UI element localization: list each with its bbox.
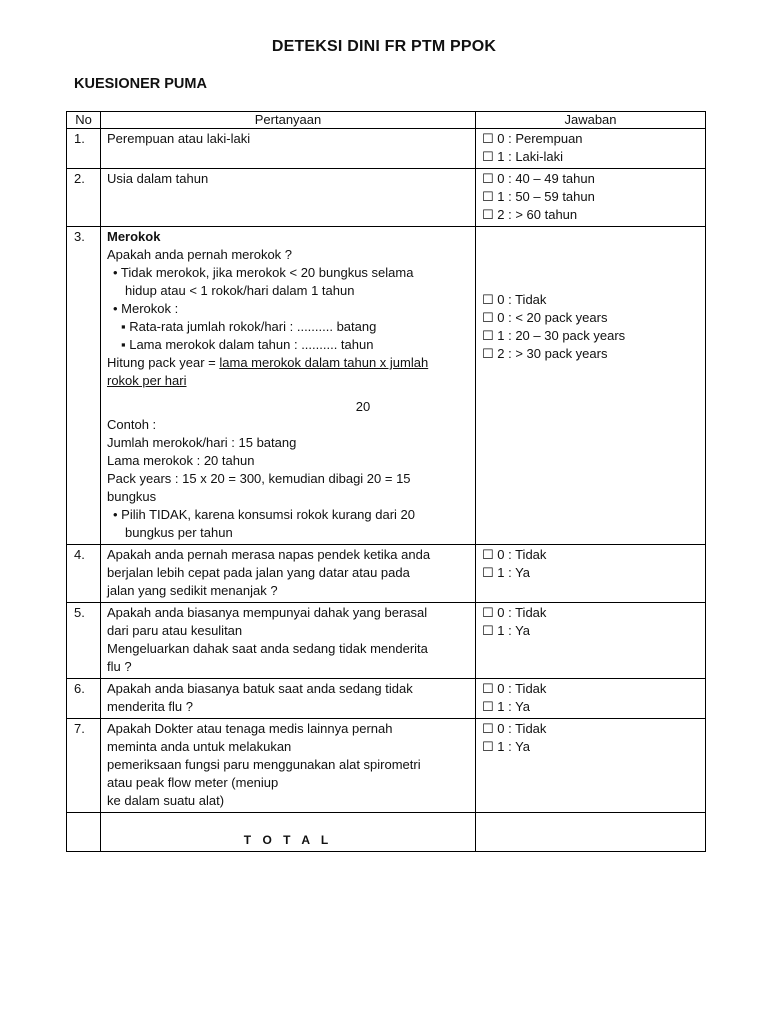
answer-options xyxy=(476,719,706,813)
sub-bullet-item: ▪ Lama merokok dalam tahun : .......... tahun xyxy=(121,337,374,352)
answer-option[interactable]: ☐ 1 : Ya xyxy=(482,623,531,638)
answer-option[interactable]: ☐ 1 : Ya xyxy=(482,699,531,714)
row-number: 6. xyxy=(67,679,101,719)
questionnaire-table xyxy=(66,111,706,852)
answer-option[interactable]: ☐ 0 : Tidak xyxy=(482,721,547,736)
question-line: Apakah anda biasanya mempunyai dahak yang berasal xyxy=(107,605,428,620)
total-label: T O T A L xyxy=(101,813,476,852)
question-line: menderita flu ? xyxy=(107,699,193,714)
answer-options xyxy=(476,227,706,545)
question-line: bungkus xyxy=(107,489,157,504)
question-line: Apakah anda pernah merasa napas pendek ketika anda xyxy=(107,547,431,562)
answer-option[interactable]: ☐ 0 : 40 – 49 tahun xyxy=(482,171,595,186)
sub-bullet-item: ▪ Rata-rata jumlah rokok/hari : .......... batang xyxy=(121,319,377,334)
formula-numerator-cont: rokok per hari xyxy=(107,373,187,388)
answer-options xyxy=(476,679,706,719)
question-text: Perempuan atau laki-laki xyxy=(101,129,476,169)
table-row xyxy=(67,603,706,679)
answer-option[interactable]: ☐ 1 : 50 – 59 tahun xyxy=(482,189,595,204)
answer-option[interactable]: ☐ 0 : Tidak xyxy=(482,681,547,696)
header-answer: Jawaban xyxy=(476,112,706,129)
answer-option[interactable]: ☐ 0 : Tidak xyxy=(482,605,547,620)
answer-options xyxy=(476,603,706,679)
table-row xyxy=(67,227,706,545)
answer-option[interactable]: ☐ 2 : > 60 tahun xyxy=(482,207,578,222)
row-number: 7. xyxy=(67,719,101,813)
row-number: 2. xyxy=(67,169,101,227)
row-number: 3. xyxy=(67,227,101,545)
answer-option[interactable]: ☐ 1 : Ya xyxy=(482,565,531,580)
answer-option[interactable]: ☐ 0 : Perempuan xyxy=(482,131,583,146)
bullet-item: • Merokok : xyxy=(113,301,179,316)
question-line: Lama merokok : 20 tahun xyxy=(107,453,255,468)
question-line: bungkus per tahun xyxy=(125,525,233,540)
answer-options xyxy=(476,169,706,227)
question-heading: Merokok xyxy=(107,229,161,244)
document-title: DETEKSI DINI FR PTM PPOK xyxy=(271,38,497,55)
question-text xyxy=(101,227,476,545)
total-value-cell[interactable] xyxy=(476,813,706,852)
answer-option[interactable]: ☐ 0 : Tidak xyxy=(482,292,547,307)
question-text xyxy=(101,603,476,679)
question-line: meminta anda untuk melakukan xyxy=(107,739,292,754)
question-line: Pack years : 15 x 20 = 300, kemudian dibagi 20 = 15 xyxy=(107,471,411,486)
header-no: No xyxy=(67,112,101,129)
row-number: 5. xyxy=(67,603,101,679)
answer-options xyxy=(476,129,706,169)
question-line: atau peak flow meter (meniup xyxy=(107,775,279,790)
question-line: Jumlah merokok/hari : 15 batang xyxy=(107,435,297,450)
question-line: Apakah anda pernah merokok ? xyxy=(107,247,293,262)
table-row xyxy=(67,169,706,227)
row-number: 4. xyxy=(67,545,101,603)
question-line: flu ? xyxy=(107,659,132,674)
question-text: Usia dalam tahun xyxy=(101,169,476,227)
table-row xyxy=(67,545,706,603)
question-line: dari paru atau kesulitan xyxy=(107,623,243,638)
question-line: Mengeluarkan dahak saat anda sedang tidak menderita xyxy=(107,641,428,656)
formula-label: Hitung pack year = xyxy=(107,355,220,370)
table-row xyxy=(67,129,706,169)
total-number-cell xyxy=(67,813,101,852)
question-line: Apakah anda biasanya batuk saat anda sedang tidak xyxy=(107,681,413,696)
answer-option[interactable]: ☐ 2 : > 30 pack years xyxy=(482,346,608,361)
question-text xyxy=(101,719,476,813)
formula-numerator: lama merokok dalam tahun x jumlah xyxy=(219,355,429,370)
answer-option[interactable]: ☐ 1 : Laki-laki xyxy=(482,149,564,164)
questionnaire-subtitle: KUESIONER PUMA xyxy=(74,76,207,92)
total-row xyxy=(67,813,706,852)
formula-denominator: 20 xyxy=(355,399,371,414)
answer-option[interactable]: ☐ 1 : 20 – 30 pack years xyxy=(482,328,626,343)
question-line: Contoh : xyxy=(107,417,157,432)
question-text xyxy=(101,679,476,719)
row-number: 1. xyxy=(67,129,101,169)
answer-option[interactable]: ☐ 0 : Tidak xyxy=(482,547,547,562)
question-line: jalan yang sedikit menanjak ? xyxy=(107,583,278,598)
question-text xyxy=(101,545,476,603)
question-line: ke dalam suatu alat) xyxy=(107,793,225,808)
answer-option[interactable]: ☐ 1 : Ya xyxy=(482,739,531,754)
bullet-item: • Tidak merokok, jika merokok < 20 bungkus selama xyxy=(113,265,414,280)
table-header-row xyxy=(67,112,706,129)
question-line: berjalan lebih cepat pada jalan yang datar atau pada xyxy=(107,565,410,580)
header-question: Pertanyaan xyxy=(101,112,476,129)
answer-option[interactable]: ☐ 0 : < 20 pack years xyxy=(482,310,608,325)
table-row xyxy=(67,679,706,719)
question-line: pemeriksaan fungsi paru menggunakan alat spirometri xyxy=(107,757,421,772)
answer-options xyxy=(476,545,706,603)
bullet-item: • Pilih TIDAK, karena konsumsi rokok kurang dari 20 xyxy=(113,507,416,522)
question-line: hidup atau < 1 rokok/hari dalam 1 tahun xyxy=(125,283,355,298)
table-row xyxy=(67,719,706,813)
question-line: Apakah Dokter atau tenaga medis lainnya pernah xyxy=(107,721,393,736)
formula-line xyxy=(107,354,469,372)
